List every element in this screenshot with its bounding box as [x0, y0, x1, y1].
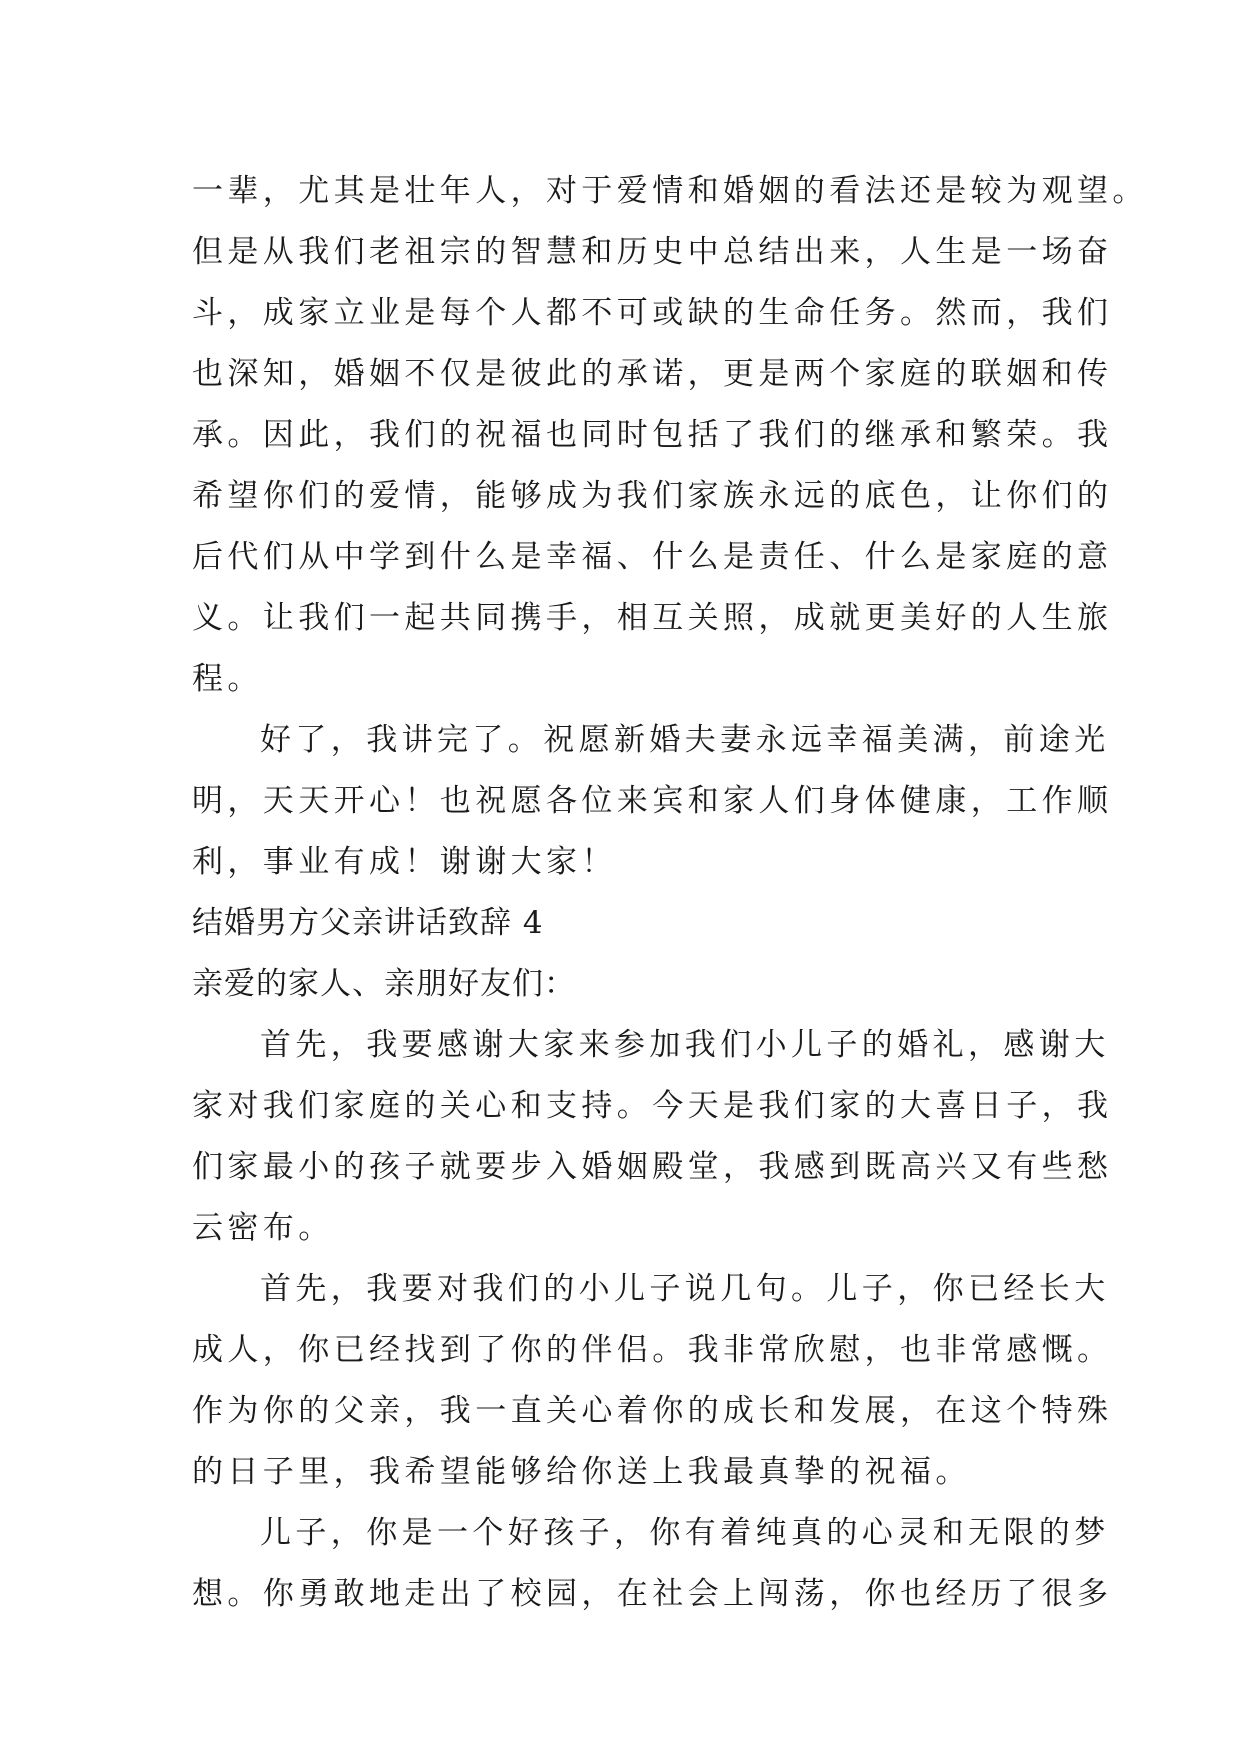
paragraph-line: 想。你勇敢地走出了校园，在社会上闯荡，你也经历了很多: [192, 1576, 1113, 1612]
paragraph-line: 承。因此，我们的祝福也同时包括了我们的继承和繁荣。我: [192, 417, 1113, 453]
section-heading: 结婚男方父亲讲话致辞 4: [192, 905, 544, 941]
paragraph-line: 也深知，婚姻不仅是彼此的承诺，更是两个家庭的联姻和传: [192, 356, 1113, 392]
salutation: 亲爱的家人、亲朋好友们：: [192, 966, 576, 1002]
paragraph-line: 云密布。: [192, 1210, 334, 1246]
paragraph-line: 明，天天开心！也祝愿各位来宾和家人们身体健康，工作顺: [192, 783, 1113, 819]
paragraph-line: 但是从我们老祖宗的智慧和历史中总结出来，人生是一场奋: [192, 234, 1113, 270]
paragraph-line: 斗，成家立业是每个人都不可或缺的生命任务。然而，我们: [192, 295, 1113, 331]
document-page: [192, 161, 1148, 1625]
paragraph-line: 首先，我要对我们的小儿子说几句。儿子，你已经长大: [260, 1271, 1110, 1307]
paragraph-line: 好了，我讲完了。祝愿新婚夫妻永远幸福美满，前途光: [260, 722, 1110, 758]
paragraph-line: 义。让我们一起共同携手，相互关照，成就更美好的人生旅: [192, 600, 1113, 636]
paragraph-line: 的日子里，我希望能够给你送上我最真挚的祝福。: [192, 1454, 971, 1490]
paragraph-line: 作为你的父亲，我一直关心着你的成长和发展，在这个特殊: [192, 1393, 1113, 1429]
paragraph-line: 程。: [192, 661, 263, 697]
paragraph-line: 们家最小的孩子就要步入婚姻殿堂，我感到既高兴又有些愁: [192, 1149, 1113, 1185]
paragraph-line: 儿子，你是一个好孩子，你有着纯真的心灵和无限的梦: [260, 1515, 1110, 1551]
paragraph-line: 利，事业有成！谢谢大家！: [192, 844, 617, 880]
paragraph-line: 希望你们的爱情，能够成为我们家族永远的底色，让你们的: [192, 478, 1113, 514]
paragraph-line: 家对我们家庭的关心和支持。今天是我们家的大喜日子，我: [192, 1088, 1113, 1124]
paragraph-line: 后代们从中学到什么是幸福、什么是责任、什么是家庭的意: [192, 539, 1113, 575]
paragraph-line: 一辈，尤其是壮年人，对于爱情和婚姻的看法还是较为观望。: [192, 173, 1148, 209]
paragraph-line: 首先，我要感谢大家来参加我们小儿子的婚礼，感谢大: [260, 1027, 1110, 1063]
paragraph-line: 成人，你已经找到了你的伴侣。我非常欣慰，也非常感慨。: [192, 1332, 1113, 1368]
